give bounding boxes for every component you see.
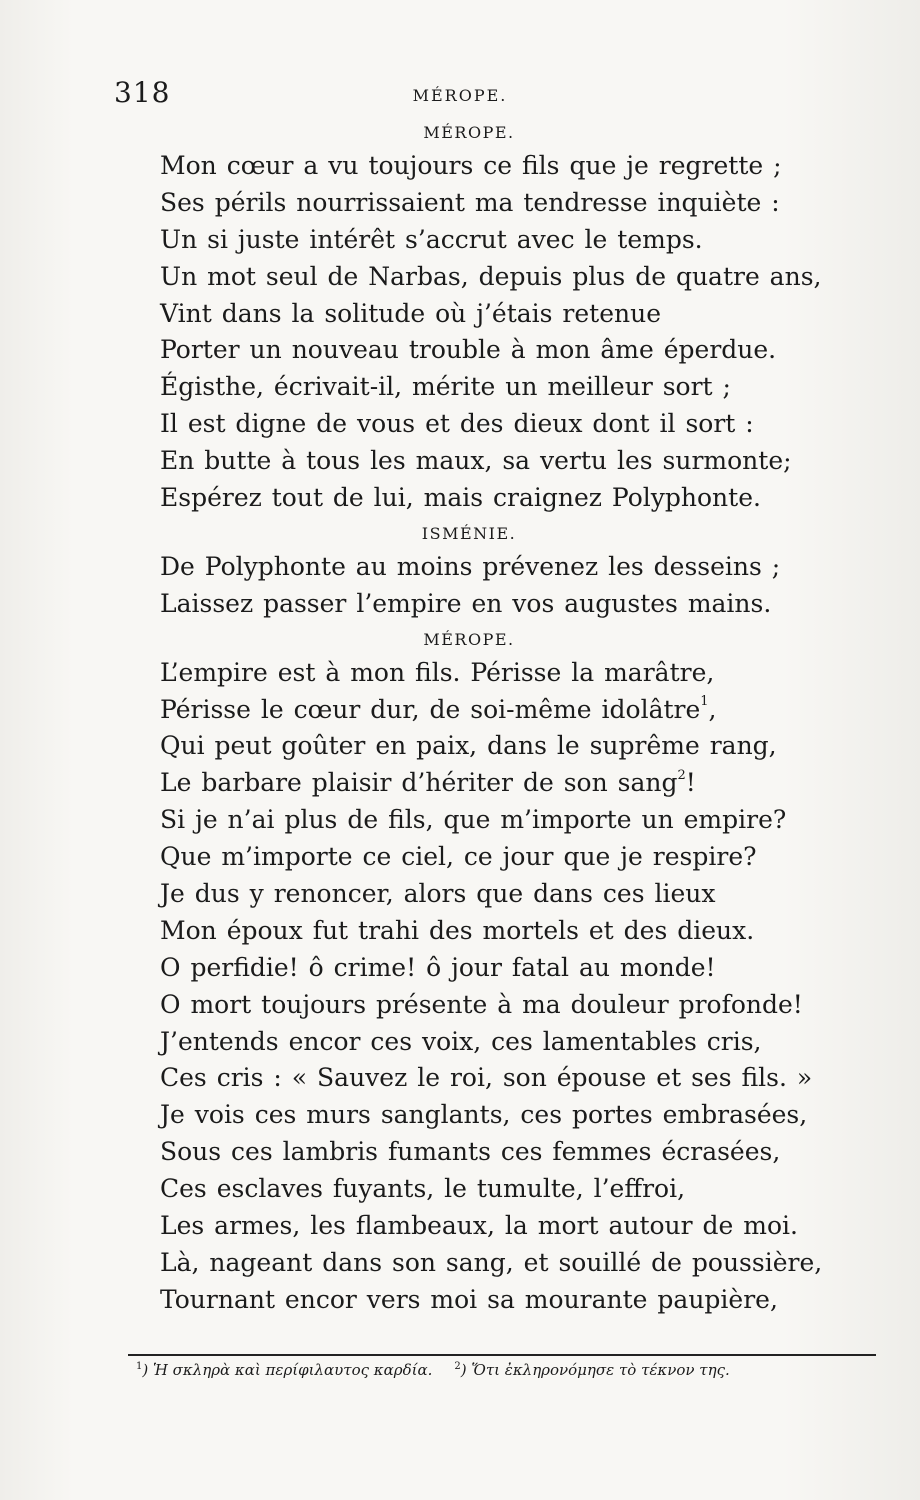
verse-line xyxy=(160,222,820,259)
footnote-reference: 1 xyxy=(700,694,709,710)
verse-text: Les armes, les flambeaux, la mort autour de moi. xyxy=(160,1211,798,1241)
verse-line xyxy=(160,1171,820,1208)
verse-line xyxy=(160,1245,823,1282)
verse-text: Je vois ces murs sanglants, ces portes embrasées, xyxy=(160,1100,808,1130)
verse-line xyxy=(160,692,820,729)
verse-text: Ces esclaves fuyants, le tumulte, l’effroi, xyxy=(160,1174,686,1204)
verse-text: Périsse le cœur dur, de soi-même idolâtre xyxy=(160,694,701,724)
verse-text: Laissez passer l’empire en vos augustes mains. xyxy=(160,588,772,618)
verse-text: O mort toujours présente à ma douleur profonde! xyxy=(160,989,803,1019)
speaker-name xyxy=(118,116,820,148)
verse-text: Ses périls nourrissaient ma tendresse inquiète : xyxy=(160,187,780,217)
verse-line xyxy=(160,950,820,987)
verse-text: Je dus y renoncer, alors que dans ces lieux xyxy=(160,879,716,909)
verse-text: Qui peut goûter en paix, dans le suprême rang, xyxy=(160,731,777,761)
footnotes xyxy=(136,1361,876,1379)
page-number: 318 xyxy=(114,76,171,109)
footnote xyxy=(136,1361,432,1379)
verse-line xyxy=(160,839,820,876)
speaker-label: ISMÉNIE. xyxy=(421,523,517,543)
speaker-name xyxy=(118,623,820,655)
verse-text: Mon époux fut trahi des mortels et des dieux. xyxy=(160,915,755,945)
verse-line xyxy=(160,913,820,950)
running-title: MÉROPE. xyxy=(412,86,508,105)
verse-line xyxy=(160,443,820,480)
verse-text: Vint dans la solitude où j’étais retenue xyxy=(160,298,662,328)
verse-text: Égisthe, écrivait-il, mérite un meilleur sort ; xyxy=(160,372,731,402)
verse-line xyxy=(160,1060,820,1097)
verse-line xyxy=(160,1134,820,1171)
speaker-label: MÉROPE. xyxy=(423,629,515,649)
footnote-marker-paren: ) xyxy=(142,1361,153,1379)
verse-line xyxy=(160,728,820,765)
verse-line xyxy=(160,586,820,623)
verse-text: De Polyphonte au moins prévenez les desseins ; xyxy=(160,551,781,581)
verse-text: O perfidie! ô crime! ô jour fatal au monde! xyxy=(160,952,716,982)
footnote-marker: 2 xyxy=(454,1361,461,1372)
verse-line xyxy=(160,296,820,333)
verse-line xyxy=(160,259,820,296)
verse-text-body xyxy=(160,116,823,1319)
verse-text: Ces cris : « Sauvez le roi, son épouse et ses fils. » xyxy=(160,1063,813,1093)
footnote-text: Ἡ σκληρὰ καὶ περίφιλαυτος καρδία. xyxy=(153,1361,433,1379)
verse-line xyxy=(160,148,820,185)
footnote-rule xyxy=(128,1354,876,1356)
verse-line xyxy=(160,549,820,586)
speaker-label: MÉROPE. xyxy=(423,123,515,142)
footnote-marker: 1 xyxy=(136,1361,143,1372)
verse-text: Il est digne de vous et des dieux dont il sort : xyxy=(160,409,754,439)
verse-line xyxy=(160,406,820,443)
verse-text: J’entends encor ces voix, ces lamentables cris, xyxy=(160,1026,762,1056)
verse-text: Espérez tout de lui, mais craignez Polyphonte. xyxy=(160,483,761,513)
verse-line xyxy=(160,655,820,692)
verse-text: Sous ces lambris fumants ces femmes écrasées, xyxy=(160,1137,781,1167)
verse-text: Un si juste intérêt s’accrut avec le temps. xyxy=(160,224,703,254)
speaker-name xyxy=(118,517,820,549)
verse-text: Tournant encor vers moi sa mourante paupière, xyxy=(160,1284,778,1314)
verse-punctuation: ! xyxy=(685,768,696,798)
verse-line xyxy=(160,987,820,1024)
verse-line xyxy=(160,480,820,517)
footnote-marker-paren: ) xyxy=(460,1361,472,1379)
verse-line xyxy=(160,185,820,222)
verse-punctuation: , xyxy=(708,694,717,724)
verse-line xyxy=(160,1208,820,1245)
footnote-reference: 2 xyxy=(677,768,686,784)
footnote xyxy=(454,1361,729,1379)
verse-line xyxy=(160,1024,820,1061)
verse-text: Que m’importe ce ciel, ce jour que je respire? xyxy=(160,842,757,872)
verse-line xyxy=(160,332,820,369)
verse-line xyxy=(160,369,820,406)
verse-text: En butte à tous les maux, sa vertu les surmonte; xyxy=(160,446,792,476)
verse-line xyxy=(160,765,820,802)
verse-line xyxy=(160,1097,820,1134)
verse-text: Porter un nouveau trouble à mon âme éperdue. xyxy=(160,335,777,365)
verse-line xyxy=(160,1282,820,1319)
verse-text: Si je n’ai plus de fils, que m’importe un empire? xyxy=(160,805,787,835)
verse-text: Mon cœur a vu toujours ce fils que je regrette ; xyxy=(160,151,782,180)
verse-text: Le barbare plaisir d’hériter de son sang xyxy=(160,768,678,798)
verse-text: Un mot seul de Narbas, depuis plus de quatre ans, xyxy=(160,261,822,291)
verse-line xyxy=(160,802,820,839)
footnote-text: Ὅτι ἐκληρονόμησε τὸ τέκνον της. xyxy=(471,1361,730,1379)
verse-text: L’empire est à mon fils. Périsse la marâtre, xyxy=(160,657,715,687)
verse-line xyxy=(160,876,820,913)
verse-text: Là, nageant dans son sang, et souillé de poussière, xyxy=(160,1247,823,1277)
